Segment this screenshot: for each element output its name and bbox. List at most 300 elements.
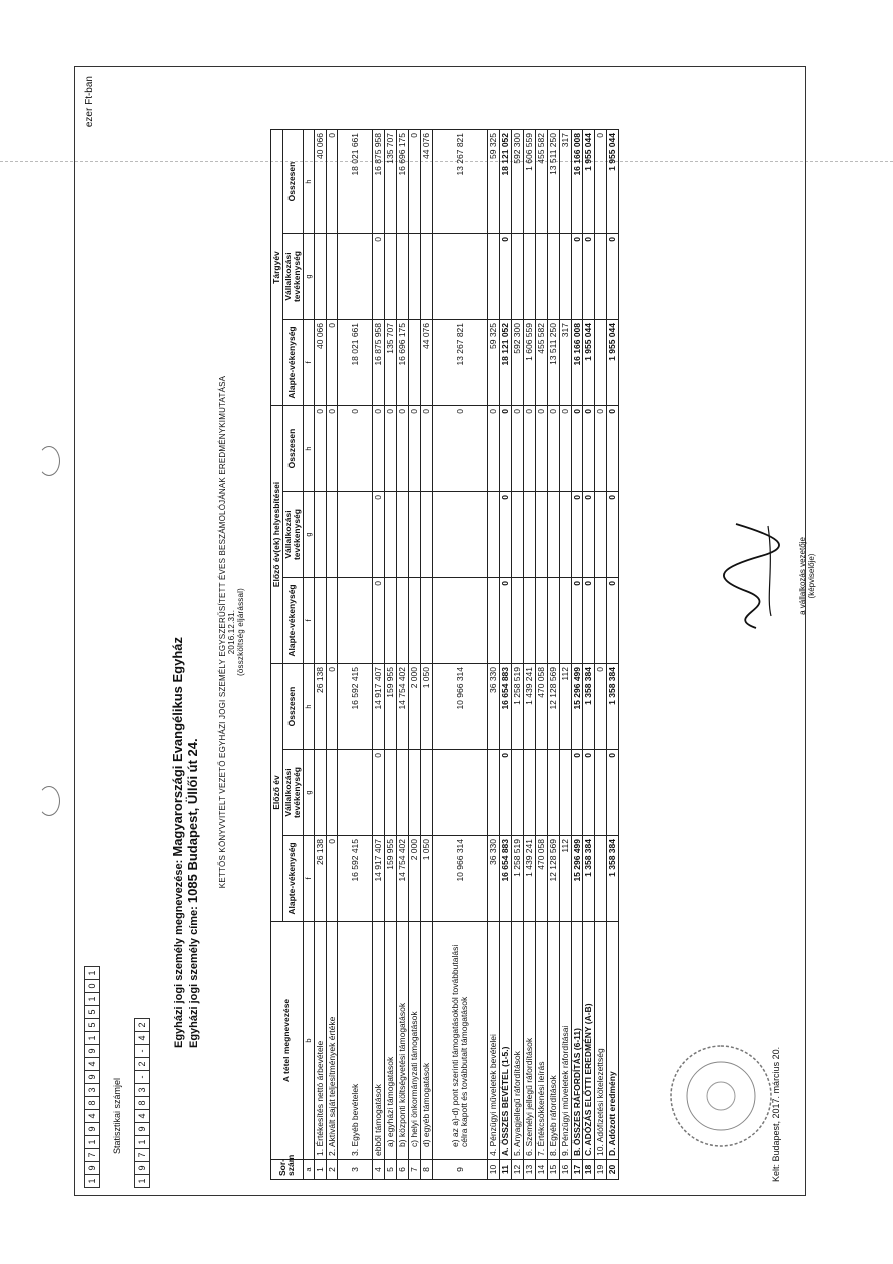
row-label: 5. Anyagjellegű ráfordítások	[511, 922, 523, 1160]
value-cell: 36 330	[488, 836, 500, 922]
col-sor: Sor-szám	[271, 1160, 304, 1180]
value-cell: 0	[433, 406, 488, 492]
value-cell: 16 875 958	[373, 320, 385, 406]
value-cell: 13 267 821	[433, 130, 488, 234]
row-number: 3	[338, 1160, 373, 1180]
titles	[218, 68, 245, 1196]
sig-sub: (képviselője)	[807, 553, 816, 599]
value-cell: 0	[326, 664, 338, 750]
stat-number-row-1	[84, 967, 100, 1188]
value-cell: 2 000	[409, 836, 421, 922]
value-cell	[314, 234, 326, 320]
table-row	[571, 130, 583, 1180]
value-cell	[523, 750, 535, 836]
value-cell	[511, 492, 523, 578]
letter-cell: a	[303, 1160, 314, 1180]
value-cell	[559, 234, 571, 320]
row-number: 14	[535, 1160, 547, 1180]
value-cell	[523, 578, 535, 664]
row-number: 10	[488, 1160, 500, 1180]
sig-line: a vállalkozás vezetője	[798, 537, 807, 615]
value-cell: 0	[583, 750, 595, 836]
value-cell: 0	[500, 406, 512, 492]
value-cell: 0	[500, 492, 512, 578]
stat-digit: 9	[84, 1044, 100, 1058]
value-cell: 13 511 250	[547, 130, 559, 234]
value-cell: 1 050	[421, 836, 433, 922]
value-cell	[511, 234, 523, 320]
row-number: 7	[409, 1160, 421, 1180]
value-cell: 0	[314, 406, 326, 492]
col-curr: Tárgyév	[271, 130, 283, 406]
value-cell: 16 875 958	[373, 130, 385, 234]
table-row	[338, 130, 373, 1180]
row-label: B. ÖSSZES RÁFORDÍTÁS (6-11)	[571, 922, 583, 1160]
value-cell: 0	[583, 492, 595, 578]
value-cell: 0	[500, 578, 512, 664]
value-cell: 0	[523, 406, 535, 492]
stat-digit: 5	[84, 1005, 100, 1019]
signature	[716, 516, 796, 636]
row-number: 11	[500, 1160, 512, 1180]
value-cell: 0	[583, 406, 595, 492]
value-cell	[547, 492, 559, 578]
table-row	[488, 130, 500, 1180]
value-cell	[595, 578, 607, 664]
value-cell	[595, 320, 607, 406]
value-cell	[595, 492, 607, 578]
value-cell: 1 955 044	[583, 320, 595, 406]
value-cell: 16 166 008	[571, 320, 583, 406]
value-cell	[326, 492, 338, 578]
sub-vall: Vállalkozási tevékenység	[282, 750, 303, 836]
stat-digit: 1	[134, 1174, 150, 1188]
row-label: e) az a)-d) pont szerinti támogatásokból továbbutalási célra kapott és továbbutalt támogatások	[433, 922, 488, 1160]
org-header	[170, 637, 200, 1048]
sub-ossz: Összesen	[282, 130, 303, 234]
value-cell	[523, 234, 535, 320]
value-cell: 44 076	[421, 320, 433, 406]
stat-digit: 9	[134, 1161, 150, 1175]
value-cell: 159 955	[385, 664, 397, 750]
stat-digit: 9	[84, 1122, 100, 1136]
value-cell	[535, 234, 547, 320]
row-number: 2	[326, 1160, 338, 1180]
value-cell	[433, 750, 488, 836]
row-number: 6	[397, 1160, 409, 1180]
value-cell: 16 166 008	[571, 130, 583, 234]
name-value: Magyarországi Evangélikus Egyház	[170, 636, 185, 857]
letter-cell: h	[303, 664, 314, 750]
row-number: 5	[385, 1160, 397, 1180]
report-title: KETTŐS KÖNYVVITELT VEZETŐ EGYHÁZI JOGI SZEMÉLY EGYSZERŰSÍTETT ÉVES BESZÁMOLÓJÁNAK EREDMÉNYKIMUTATÁSA	[218, 375, 227, 889]
value-cell: 16 592 415	[338, 664, 373, 750]
sub-vall: Vállalkozási tevékenység	[282, 234, 303, 320]
value-cell: 1 955 044	[583, 130, 595, 234]
value-cell: 0	[338, 406, 373, 492]
value-cell: 0	[373, 750, 385, 836]
table-row	[583, 130, 595, 1180]
value-cell	[326, 750, 338, 836]
value-cell: 14 917 407	[373, 836, 385, 922]
value-cell: 0	[571, 750, 583, 836]
value-cell	[409, 234, 421, 320]
value-cell: 18 121 052	[500, 130, 512, 234]
value-cell: 1 050	[421, 664, 433, 750]
value-cell: 18 021 661	[338, 320, 373, 406]
value-cell: 18 021 661	[338, 130, 373, 234]
row-number: 16	[559, 1160, 571, 1180]
stat-digit: 2	[134, 1018, 150, 1032]
value-cell: 0	[326, 320, 338, 406]
value-cell: 112	[559, 664, 571, 750]
value-cell: 592 300	[511, 130, 523, 234]
value-cell: 0	[571, 492, 583, 578]
value-cell: 159 955	[385, 836, 397, 922]
sub-alap: Alapte-vékenység	[282, 578, 303, 664]
row-label: D. Adózott eredmény	[607, 922, 619, 1160]
value-cell: 0	[511, 406, 523, 492]
value-cell: 1 606 559	[523, 320, 535, 406]
value-cell	[421, 492, 433, 578]
value-cell	[559, 750, 571, 836]
value-cell: 1 439 241	[523, 836, 535, 922]
row-number: 1	[314, 1160, 326, 1180]
value-cell	[595, 836, 607, 922]
value-cell	[488, 578, 500, 664]
value-cell: 12 128 569	[547, 836, 559, 922]
sub-ossz: Összesen	[282, 406, 303, 492]
value-cell: 26 138	[314, 664, 326, 750]
value-cell	[338, 234, 373, 320]
value-cell	[595, 234, 607, 320]
value-cell	[559, 578, 571, 664]
table-row	[523, 130, 535, 1180]
value-cell	[338, 492, 373, 578]
value-cell: 36 330	[488, 664, 500, 750]
letter-cell: h	[303, 406, 314, 492]
row-label: 8. Egyéb ráfordítások	[547, 922, 559, 1160]
value-cell: 12 128 569	[547, 664, 559, 750]
value-cell: 0	[607, 492, 619, 578]
value-cell: 14 754 402	[397, 664, 409, 750]
value-cell	[385, 750, 397, 836]
stat-digit: 9	[84, 1070, 100, 1084]
value-cell: 470 058	[535, 664, 547, 750]
address-value: 1085 Budapest, Üllői út 24.	[185, 738, 200, 904]
value-cell: 0	[421, 406, 433, 492]
report-method: (összköltség eljárással)	[236, 588, 245, 676]
row-label: 9. Pénzügyi műveletek ráfordításai	[559, 922, 571, 1160]
value-cell: 2 000	[409, 664, 421, 750]
value-cell: 18 121 052	[500, 320, 512, 406]
value-cell: 0	[583, 234, 595, 320]
table-row	[385, 130, 397, 1180]
value-cell: 13 267 821	[433, 320, 488, 406]
value-cell: 44 076	[421, 130, 433, 234]
stat-digit: 4	[134, 1031, 150, 1045]
stat-digit: 4	[134, 1109, 150, 1123]
row-label: A. ÖSSZES BEVÉTEL (1-5.)	[500, 922, 512, 1160]
value-cell: 0	[547, 406, 559, 492]
stat-digit: 7	[134, 1148, 150, 1162]
letters-row	[303, 130, 314, 1180]
value-cell: 15 296 499	[571, 836, 583, 922]
value-cell	[314, 578, 326, 664]
value-cell	[338, 578, 373, 664]
value-cell: 1 955 044	[607, 130, 619, 234]
letter-cell: g	[303, 750, 314, 836]
stat-digit: 0	[84, 979, 100, 993]
stat-digit: 2	[134, 1057, 150, 1071]
table-row	[607, 130, 619, 1180]
table-row	[595, 130, 607, 1180]
row-label: 3. Egyéb bevételek	[338, 922, 373, 1160]
value-cell	[385, 492, 397, 578]
stat-digit: 4	[84, 1109, 100, 1123]
value-cell: 470 058	[535, 836, 547, 922]
value-cell: 0	[583, 578, 595, 664]
value-cell: 0	[571, 578, 583, 664]
value-cell: 0	[607, 750, 619, 836]
value-cell	[535, 750, 547, 836]
sub-alap: Alapte-vékenység	[282, 320, 303, 406]
letter-cell: f	[303, 320, 314, 406]
value-cell: 0	[595, 664, 607, 750]
value-cell	[409, 578, 421, 664]
name-label: Egyházi jogi személy megnevezése:	[173, 859, 185, 1048]
value-cell	[409, 320, 421, 406]
table-row	[547, 130, 559, 1180]
table-row	[500, 130, 512, 1180]
letter-cell: h	[303, 130, 314, 234]
table-row	[326, 130, 338, 1180]
value-cell	[409, 750, 421, 836]
value-cell: 0	[385, 406, 397, 492]
stat-digit: 3	[84, 1083, 100, 1097]
row-label: 2. Aktivált saját teljesítmények értéke	[326, 922, 338, 1160]
stat-digit: 1	[84, 966, 100, 980]
row-label: C. ADÓZÁS ELŐTTI EREDMÉNY (A-B)	[583, 922, 595, 1160]
value-cell: 0	[559, 406, 571, 492]
stat-number-row-2	[134, 1019, 150, 1188]
value-cell: 16 654 883	[500, 836, 512, 922]
row-number: 17	[571, 1160, 583, 1180]
value-cell: 1 955 044	[607, 320, 619, 406]
value-cell	[535, 578, 547, 664]
value-cell: 40 066	[314, 320, 326, 406]
value-cell: 0	[373, 492, 385, 578]
report-date: 2016.12.31.	[227, 609, 236, 655]
stat-digit: 3	[134, 1083, 150, 1097]
stat-digit: 4	[84, 1057, 100, 1071]
sub-alap: Alapte-vékenység	[282, 836, 303, 922]
value-cell	[523, 492, 535, 578]
stat-digit: 8	[84, 1096, 100, 1110]
stat-digit: -	[134, 1044, 150, 1058]
stat-digit: 1	[84, 1031, 100, 1045]
value-cell: 1 358 384	[583, 664, 595, 750]
stat-digit: 7	[84, 1148, 100, 1162]
table-row	[373, 130, 385, 1180]
value-cell: 14 754 402	[397, 836, 409, 922]
value-cell: 112	[559, 836, 571, 922]
value-cell	[433, 234, 488, 320]
value-cell: 317	[559, 130, 571, 234]
value-cell: 0	[326, 130, 338, 234]
letter-cell: f	[303, 836, 314, 922]
value-cell: 592 300	[511, 320, 523, 406]
value-cell: 59 325	[488, 320, 500, 406]
unit-label: ezer Ft-ban	[84, 76, 95, 128]
row-number: 20	[607, 1160, 619, 1180]
value-cell	[595, 750, 607, 836]
value-cell	[385, 234, 397, 320]
value-cell	[314, 750, 326, 836]
value-cell: 0	[409, 406, 421, 492]
value-cell: 0	[326, 836, 338, 922]
value-cell: 455 582	[535, 130, 547, 234]
kelt: Kelt: Budapest, 2017. március 20.	[771, 1046, 781, 1182]
table-row	[535, 130, 547, 1180]
row-label: 1. Értékesítés nettó árbevétele	[314, 922, 326, 1160]
punch-hole-1	[38, 446, 60, 476]
value-cell: 0	[500, 750, 512, 836]
value-cell	[488, 492, 500, 578]
col-name: A tétel megnevezése	[271, 922, 304, 1160]
row-label: b) központi költségvetési támogatások	[397, 922, 409, 1160]
table-row	[409, 130, 421, 1180]
stat-digit: 8	[134, 1096, 150, 1110]
value-cell	[535, 492, 547, 578]
stat-digit: 5	[84, 1018, 100, 1032]
value-cell: 26 138	[314, 836, 326, 922]
table-row	[559, 130, 571, 1180]
stat-digit: 9	[134, 1122, 150, 1136]
value-cell: 0	[500, 234, 512, 320]
value-cell: 16 696 175	[397, 320, 409, 406]
letter-cell: b	[303, 922, 314, 1160]
value-cell: 0	[373, 406, 385, 492]
value-cell	[488, 234, 500, 320]
income-statement-table	[270, 129, 619, 1180]
col-corr: Előző év(ek) helyesbítései	[271, 406, 283, 664]
value-cell: 16 654 883	[500, 664, 512, 750]
value-cell: 0	[397, 406, 409, 492]
table-row	[511, 130, 523, 1180]
value-cell: 1 258 519	[511, 664, 523, 750]
value-cell: 0	[571, 406, 583, 492]
value-cell	[547, 578, 559, 664]
value-cell: 0	[488, 406, 500, 492]
value-cell	[547, 234, 559, 320]
value-cell: 15 296 499	[571, 664, 583, 750]
value-cell: 1 358 384	[583, 836, 595, 922]
value-cell	[397, 750, 409, 836]
value-cell: 0	[373, 234, 385, 320]
value-cell	[511, 750, 523, 836]
row-label: ebből támogatások	[373, 922, 385, 1160]
value-cell: 0	[607, 578, 619, 664]
stat-digit: 1	[84, 1174, 100, 1188]
row-number: 19	[595, 1160, 607, 1180]
table-row	[433, 130, 488, 1180]
value-cell	[511, 578, 523, 664]
row-number: 9	[433, 1160, 488, 1180]
address-label: Egyházi jogi személy címe:	[188, 906, 200, 1048]
value-cell	[421, 234, 433, 320]
value-cell: 14 917 407	[373, 664, 385, 750]
value-cell: 16 696 175	[397, 130, 409, 234]
value-cell: 0	[607, 234, 619, 320]
signature-caption	[798, 516, 816, 636]
value-cell: 1 358 384	[607, 664, 619, 750]
value-cell	[559, 492, 571, 578]
value-cell	[547, 750, 559, 836]
value-cell: 135 707	[385, 130, 397, 234]
row-number: 4	[373, 1160, 385, 1180]
row-number: 18	[583, 1160, 595, 1180]
value-cell: 0	[326, 406, 338, 492]
value-cell: 1 439 241	[523, 664, 535, 750]
row-number: 8	[421, 1160, 433, 1180]
value-cell: 317	[559, 320, 571, 406]
value-cell	[421, 578, 433, 664]
table-row	[314, 130, 326, 1180]
row-label: 4. Pénzügyi műveletek bevételei	[488, 922, 500, 1160]
value-cell: 10 966 314	[433, 664, 488, 750]
value-cell	[314, 492, 326, 578]
value-cell: 135 707	[385, 320, 397, 406]
value-cell	[326, 578, 338, 664]
value-cell	[397, 492, 409, 578]
row-label: 6. Személyi jellegű ráfordítások	[523, 922, 535, 1160]
row-label: d) egyéb támogatások	[421, 922, 433, 1160]
value-cell: 1 258 519	[511, 836, 523, 922]
rotated-document	[76, 68, 816, 1196]
value-cell	[326, 234, 338, 320]
value-cell	[488, 750, 500, 836]
value-cell	[397, 234, 409, 320]
value-cell: 0	[607, 406, 619, 492]
value-cell: 0	[373, 578, 385, 664]
value-cell: 0	[595, 130, 607, 234]
value-cell: 455 582	[535, 320, 547, 406]
value-cell: 0	[571, 234, 583, 320]
value-cell: 10 966 314	[433, 836, 488, 922]
church-seal-stamp	[666, 1041, 776, 1151]
value-cell	[421, 750, 433, 836]
col-prev: Előző év	[271, 664, 283, 922]
value-cell: 16 592 415	[338, 836, 373, 922]
value-cell	[385, 578, 397, 664]
value-cell: 1 606 559	[523, 130, 535, 234]
stat-digit: -	[134, 1070, 150, 1084]
value-cell: 1 358 384	[607, 836, 619, 922]
sub-ossz: Összesen	[282, 664, 303, 750]
value-cell	[433, 492, 488, 578]
value-cell	[409, 492, 421, 578]
value-cell: 0	[535, 406, 547, 492]
row-number: 15	[547, 1160, 559, 1180]
stat-digit: 1	[134, 1135, 150, 1149]
row-number: 12	[511, 1160, 523, 1180]
row-label: 10. Adófizetési kötelezettség	[595, 922, 607, 1160]
row-label: a) egyházi támogatások	[385, 922, 397, 1160]
letter-cell: g	[303, 492, 314, 578]
sub-vall: Vállalkozási tevékenység	[282, 492, 303, 578]
row-label: 7. Értékcsökkenési leírás	[535, 922, 547, 1160]
